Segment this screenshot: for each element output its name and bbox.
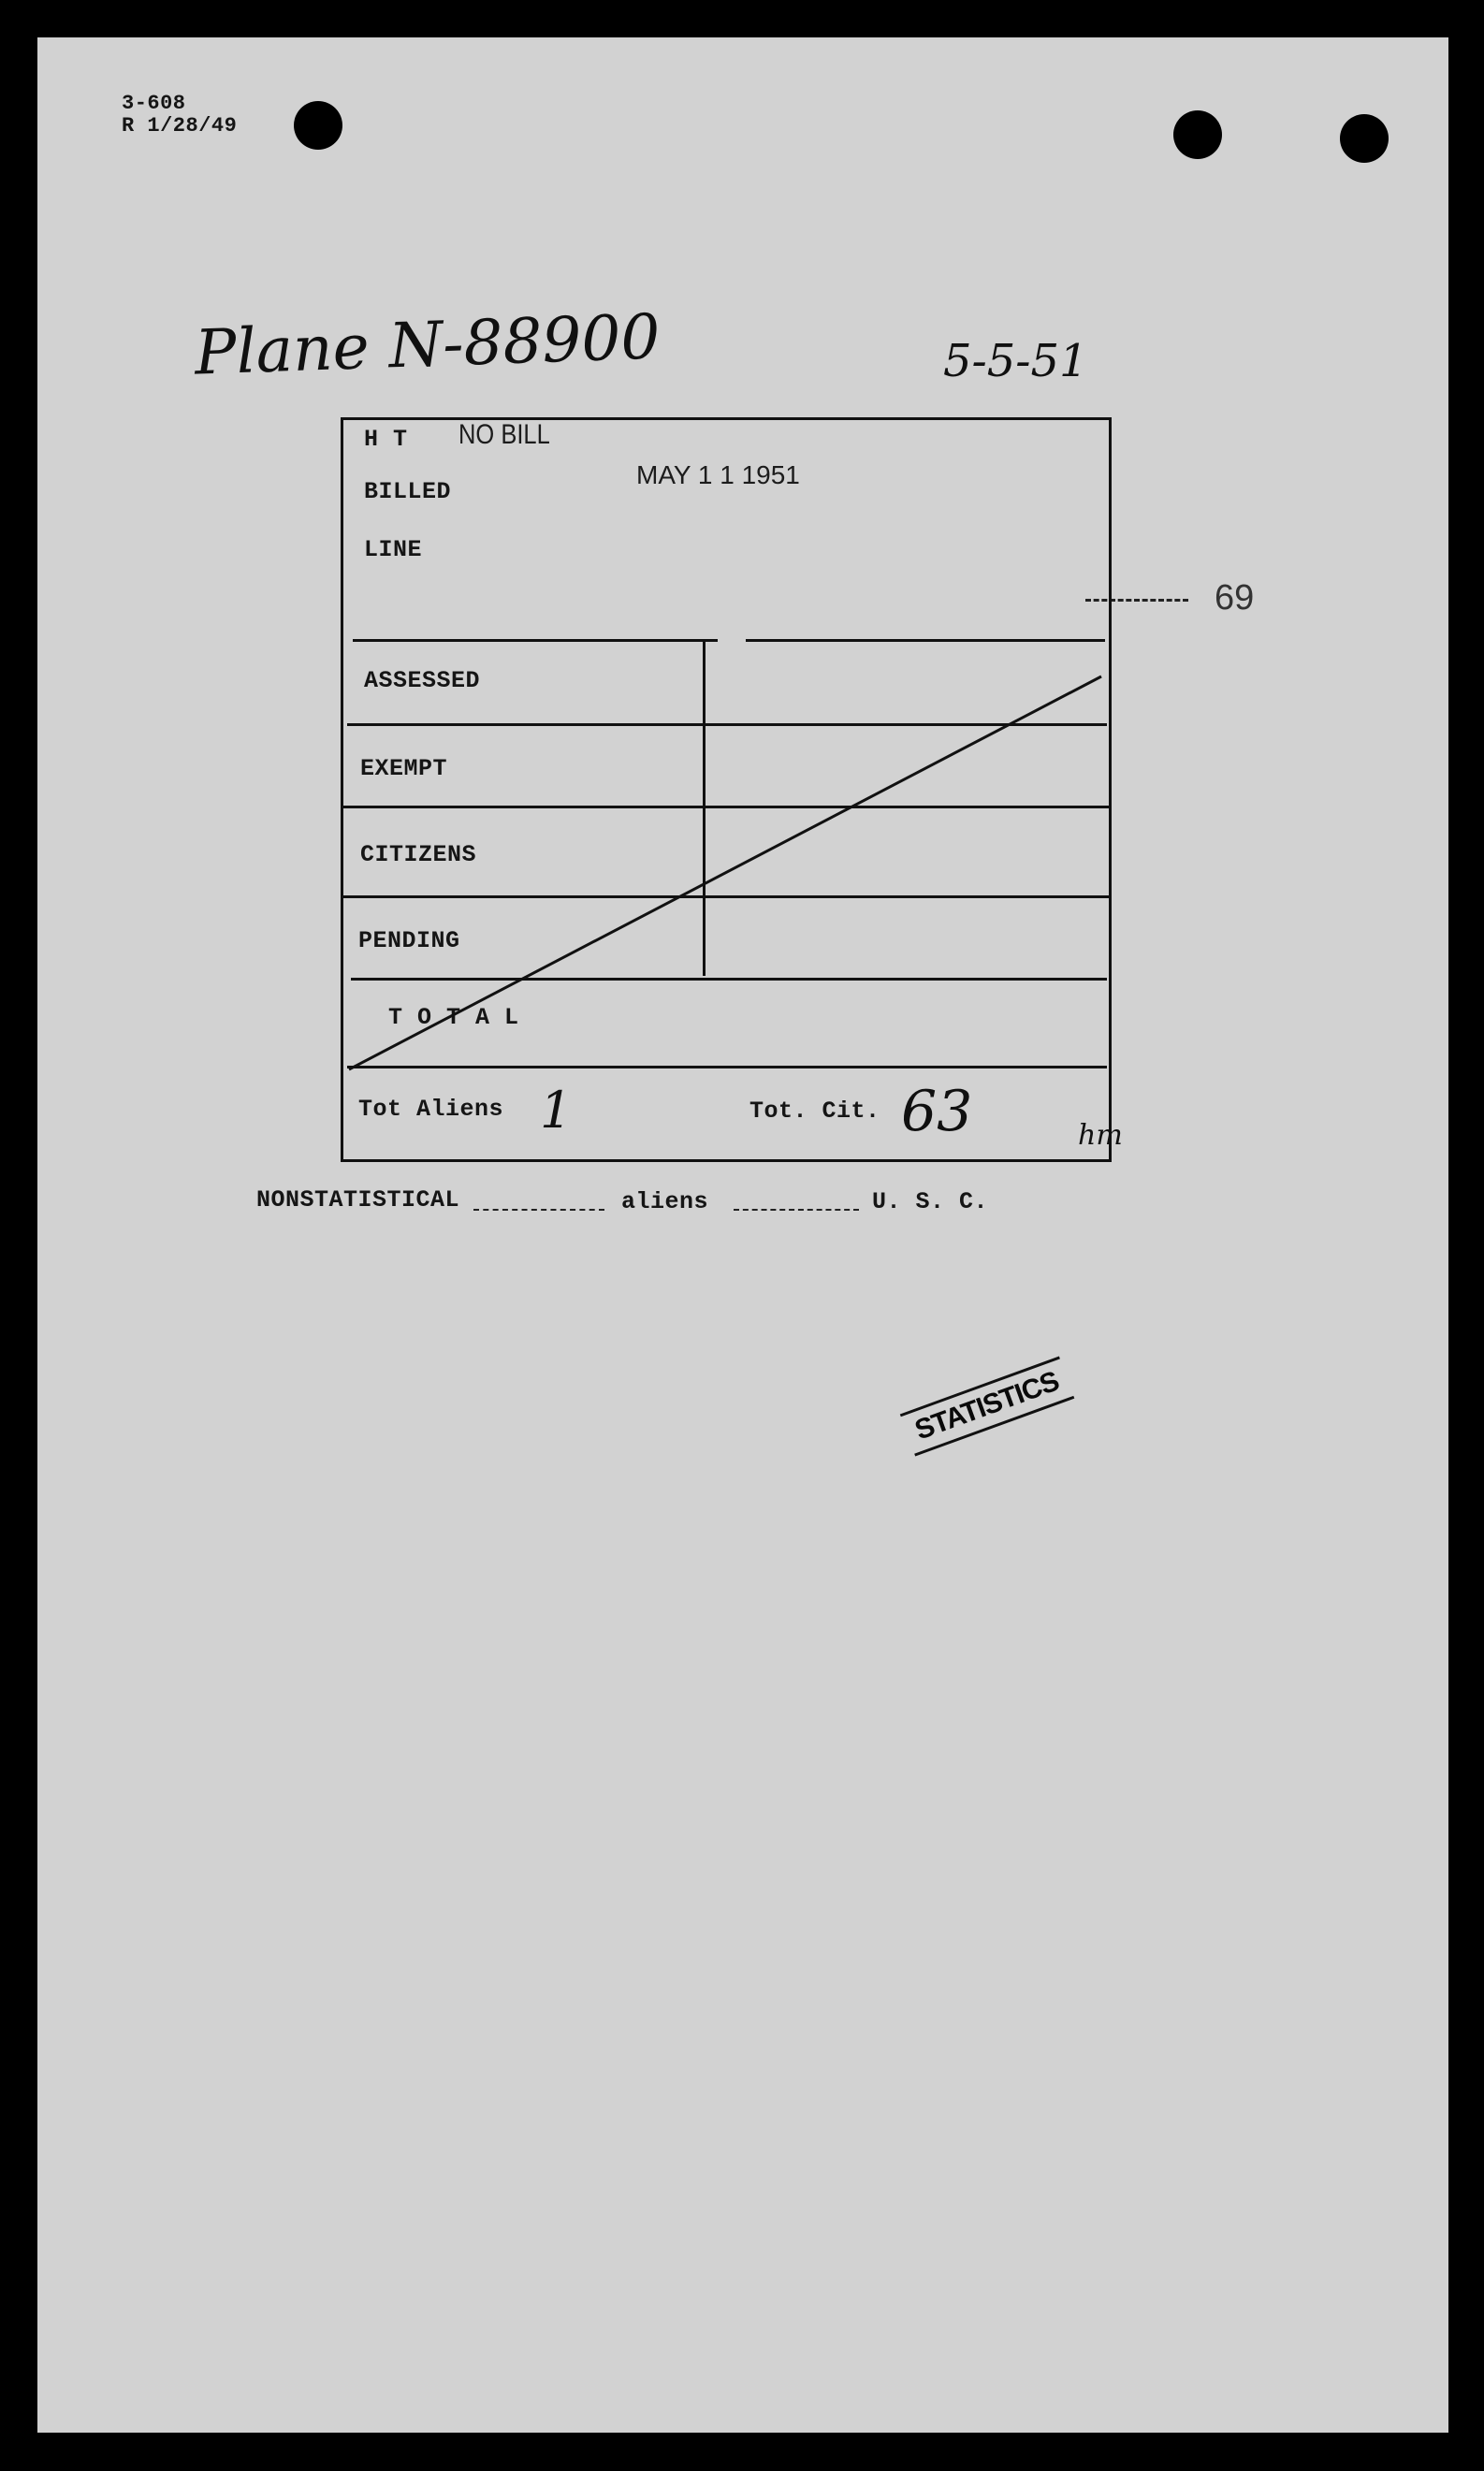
- label-assessed: ASSESSED: [364, 667, 481, 694]
- label-line: LINE: [364, 536, 423, 563]
- label-pending: PENDING: [358, 927, 460, 954]
- handwritten-plane-number: Plane N-88900: [193, 300, 662, 389]
- statistics-form-box: [341, 417, 1112, 1162]
- document-page: [37, 37, 1448, 2433]
- label-aliens: aliens: [621, 1188, 709, 1215]
- diagonal-cancel-line: [343, 420, 1114, 1165]
- label-tot-aliens: Tot Aliens: [358, 1096, 504, 1123]
- label-billed: BILLED: [364, 478, 452, 505]
- label-tot-cit: Tot. Cit.: [749, 1097, 880, 1125]
- label-ht: H T: [364, 426, 408, 453]
- label-usc: U. S. C.: [872, 1188, 989, 1215]
- label-nonstatistical: NONSTATISTICAL: [256, 1186, 460, 1214]
- label-total: T O T A L: [388, 1004, 519, 1031]
- nonstatistical-aliens-blank: [473, 1209, 604, 1211]
- form-code-line1: 3-608: [122, 92, 186, 115]
- tot-cit-value: 63: [901, 1079, 973, 1144]
- side-number-stamp: 69: [1215, 578, 1255, 618]
- punch-hole-right: [1340, 114, 1389, 163]
- label-citizens: CITIZENS: [360, 841, 477, 868]
- label-exempt: EXEMPT: [360, 755, 448, 782]
- handwritten-initials: hm: [1078, 1119, 1123, 1152]
- form-code-line2: R 1/28/49: [122, 114, 238, 138]
- no-bill-stamp: NO BILL: [458, 419, 550, 450]
- statistics-stamp: STATISTICS: [900, 1357, 1074, 1457]
- date-received-stamp: MAY 1 1 1951: [636, 460, 800, 489]
- punch-hole-left: [294, 101, 342, 150]
- handwritten-date: 5-5-51: [943, 335, 1088, 387]
- nonstatistical-usc-blank: [734, 1209, 859, 1211]
- punch-hole-center: [1173, 110, 1222, 159]
- tot-aliens-value: 1: [540, 1081, 573, 1140]
